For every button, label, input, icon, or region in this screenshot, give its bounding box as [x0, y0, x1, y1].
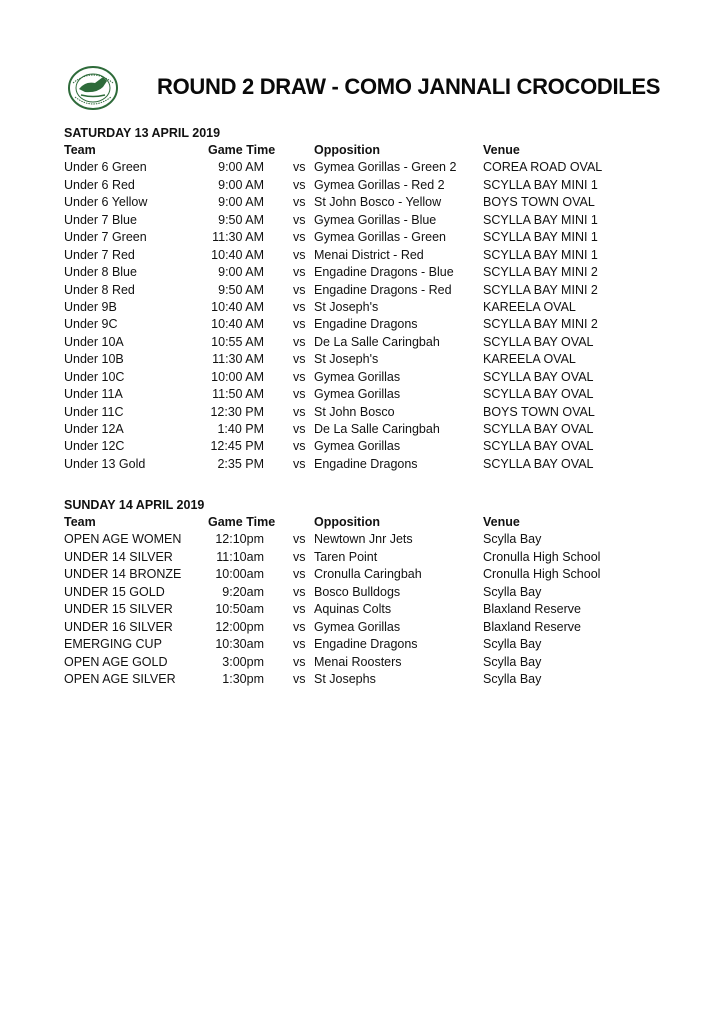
header-team: Team [64, 143, 96, 157]
vs-cell: vs [293, 456, 306, 471]
saturday-rows [64, 159, 624, 473]
team-cell: OPEN AGE SILVER [64, 671, 176, 686]
vs-cell: vs [293, 334, 306, 349]
table-row [64, 247, 624, 264]
venue-cell: SCYLLA BAY OVAL [483, 387, 594, 402]
team-cell: Under 11A [64, 387, 123, 402]
team-cell: Under 10C [64, 369, 125, 384]
table-row [64, 619, 624, 636]
vs-cell: vs [293, 369, 306, 384]
vs-cell: vs [293, 567, 306, 582]
opposition-cell: St Josephs [314, 671, 376, 686]
time-cell: 10:50am [215, 602, 264, 617]
vs-cell: vs [293, 352, 306, 367]
section-heading: SATURDAY 13 APRIL 2019 [64, 126, 221, 140]
vs-cell: vs [293, 177, 306, 192]
header-opposition: Opposition [314, 515, 380, 529]
time-cell: 10:40 AM [211, 299, 264, 314]
table-row [64, 531, 624, 548]
table-row [64, 566, 624, 583]
team-cell: Under 10B [64, 352, 124, 367]
time-cell: 1:40 PM [217, 422, 264, 436]
vs-cell: vs [293, 282, 306, 297]
time-cell: 12:00pm [215, 619, 264, 634]
table-row [64, 438, 624, 455]
column-headers [64, 142, 624, 159]
vs-cell: vs [293, 265, 306, 280]
team-cell: Under 12C [64, 439, 125, 454]
opposition-cell: Engadine Dragons [314, 456, 418, 471]
vs-cell: vs [293, 619, 306, 634]
opposition-cell: Engadine Dragons - Red [314, 282, 452, 297]
vs-cell: vs [293, 602, 306, 617]
table-row [64, 386, 624, 403]
header-venue: Venue [483, 143, 520, 157]
venue-cell: SCYLLA BAY MINI 2 [483, 317, 598, 332]
opposition-cell: Engadine Dragons [314, 637, 418, 652]
time-cell: 10:00am [215, 567, 264, 582]
table-row [64, 636, 624, 653]
vs-cell: vs [293, 387, 306, 402]
opposition-cell: Gymea Gorillas - Blue [314, 212, 437, 227]
vs-cell: vs [293, 637, 306, 652]
time-cell: 11:30 AM [212, 230, 264, 245]
opposition-cell: Gymea Gorillas [314, 439, 401, 454]
venue-cell: SCYLLA BAY MINI 1 [483, 212, 598, 227]
venue-cell: SCYLLA BAY MINI 2 [483, 282, 598, 297]
venue-cell: Scylla Bay [483, 584, 542, 599]
time-cell: 10:00 AM [211, 369, 264, 384]
opposition-cell: St John Bosco [314, 404, 395, 419]
venue-cell: KAREELA OVAL [483, 352, 576, 367]
time-cell: 12:45 PM [210, 439, 264, 454]
table-row [64, 282, 624, 299]
team-cell: Under 10A [64, 334, 124, 349]
team-cell: Under 8 Red [64, 282, 135, 297]
table-row [64, 456, 624, 473]
venue-cell: Blaxland Reserve [483, 602, 581, 617]
time-cell: 11:50 AM [212, 387, 264, 402]
team-cell: EMERGING CUP [64, 637, 162, 652]
header-venue: Venue [483, 515, 520, 529]
time-cell: 9:50 AM [218, 212, 264, 227]
opposition-cell: De La Salle Caringbah [314, 334, 440, 349]
vs-cell: vs [293, 549, 306, 564]
venue-cell: Scylla Bay [483, 654, 542, 669]
opposition-cell: Bosco Bulldogs [314, 584, 401, 599]
vs-cell: vs [293, 317, 306, 332]
opposition-cell: Engadine Dragons [314, 317, 418, 332]
sunday-rows [64, 531, 624, 688]
team-cell: OPEN AGE GOLD [64, 654, 168, 669]
venue-cell: SCYLLA BAY MINI 2 [483, 265, 598, 280]
time-cell: 11:30 AM [212, 352, 264, 367]
time-cell: 9:00 AM [218, 195, 264, 210]
time-cell: 9:00 AM [218, 265, 264, 280]
team-cell: Under 7 Red [64, 247, 135, 262]
team-cell: Under 6 Green [64, 160, 147, 175]
venue-cell: Scylla Bay [483, 637, 542, 652]
team-cell: Under 6 Red [64, 177, 135, 192]
time-cell: 3:00pm [222, 654, 264, 669]
column-headers [64, 514, 624, 531]
opposition-cell: Menai District - Red [314, 247, 424, 262]
team-cell: OPEN AGE WOMEN [64, 532, 182, 547]
venue-cell: SCYLLA BAY MINI 1 [483, 177, 598, 192]
table-row [64, 316, 624, 333]
opposition-cell: Gymea Gorillas [314, 619, 401, 634]
time-cell: 9:00 AM [218, 160, 264, 175]
opposition-cell: Gymea Gorillas [314, 387, 401, 402]
venue-cell: Scylla Bay [483, 671, 542, 686]
table-row [64, 421, 624, 438]
venue-cell: BOYS TOWN OVAL [483, 404, 595, 419]
opposition-cell: St John Bosco - Yellow [314, 195, 442, 210]
header-time: Game Time [208, 515, 276, 529]
opposition-cell: Cronulla Caringbah [314, 567, 422, 582]
time-cell: 10:40 AM [211, 247, 264, 262]
team-cell: UNDER 14 SILVER [64, 549, 173, 564]
time-cell: 1:30pm [222, 671, 264, 686]
vs-cell: vs [293, 654, 306, 669]
venue-cell: SCYLLA BAY MINI 1 [483, 247, 598, 262]
table-row [64, 264, 624, 281]
time-cell: 11:10am [216, 549, 264, 564]
venue-cell: SCYLLA BAY OVAL [483, 456, 594, 471]
time-cell: 12:30 PM [210, 404, 264, 419]
table-row [64, 584, 624, 601]
table-row [64, 194, 624, 211]
crocodile-crest-icon [67, 65, 119, 111]
time-cell: 2:35 PM [217, 456, 264, 471]
table-row [64, 334, 624, 351]
team-cell: Under 12A [64, 422, 124, 436]
header-opposition: Opposition [314, 143, 380, 157]
document-title: ROUND 2 DRAW - COMO JANNALI CROCODILES [157, 74, 661, 99]
time-cell: 12:10pm [215, 532, 264, 547]
venue-cell: BOYS TOWN OVAL [483, 195, 595, 210]
team-cell: Under 7 Green [64, 230, 147, 245]
vs-cell: vs [293, 160, 306, 175]
time-cell: 9:00 AM [218, 177, 264, 192]
vs-cell: vs [293, 195, 306, 210]
venue-cell: Cronulla High School [483, 567, 601, 582]
table-row [64, 159, 624, 176]
opposition-cell: Aquinas Colts [314, 602, 392, 617]
venue-cell: SCYLLA BAY OVAL [483, 439, 594, 454]
club-logo [67, 65, 119, 111]
team-cell: Under 9C [64, 317, 118, 332]
table-row [64, 549, 624, 566]
opposition-cell: De La Salle Caringbah [314, 422, 440, 436]
team-cell: Under 13 Gold [64, 456, 146, 471]
time-cell: 10:30am [215, 637, 264, 652]
section-heading: SUNDAY 14 APRIL 2019 [64, 498, 205, 512]
opposition-cell: Newtown Jnr Jets [314, 532, 413, 547]
header-time: Game Time [208, 143, 276, 157]
table-row [64, 299, 624, 316]
vs-cell: vs [293, 532, 306, 547]
vs-cell: vs [293, 671, 306, 686]
team-cell: UNDER 14 BRONZE [64, 567, 182, 582]
table-row [64, 369, 624, 386]
venue-cell: KAREELA OVAL [483, 299, 576, 314]
team-cell: UNDER 15 SILVER [64, 602, 173, 617]
opposition-cell: Menai Roosters [314, 654, 402, 669]
venue-cell: SCYLLA BAY OVAL [483, 334, 594, 349]
vs-cell: vs [293, 422, 306, 436]
time-cell: 10:40 AM [211, 317, 264, 332]
venue-cell: SCYLLA BAY OVAL [483, 369, 594, 384]
vs-cell: vs [293, 247, 306, 262]
table-row [64, 671, 624, 688]
team-cell: UNDER 16 SILVER [64, 619, 173, 634]
time-cell: 10:55 AM [211, 334, 264, 349]
table-row [64, 404, 624, 421]
table-row [64, 654, 624, 671]
opposition-cell: Gymea Gorillas - Green [314, 230, 446, 245]
team-cell: UNDER 15 GOLD [64, 584, 165, 599]
opposition-cell: Gymea Gorillas [314, 369, 401, 384]
table-row [64, 177, 624, 194]
venue-cell: Blaxland Reserve [483, 619, 581, 634]
venue-cell: SCYLLA BAY MINI 1 [483, 230, 598, 245]
vs-cell: vs [293, 404, 306, 419]
opposition-cell: Gymea Gorillas - Red 2 [314, 177, 445, 192]
team-cell: Under 11C [64, 404, 124, 419]
opposition-cell: Engadine Dragons - Blue [314, 265, 454, 280]
opposition-cell: Gymea Gorillas - Green 2 [314, 160, 457, 175]
header-team: Team [64, 515, 96, 529]
venue-cell: SCYLLA BAY OVAL [483, 422, 594, 436]
vs-cell: vs [293, 230, 306, 245]
opposition-cell: Taren Point [314, 549, 378, 564]
venue-cell: Cronulla High School [483, 549, 601, 564]
vs-cell: vs [293, 584, 306, 599]
team-cell: Under 8 Blue [64, 265, 137, 280]
vs-cell: vs [293, 212, 306, 227]
table-row [64, 601, 624, 618]
opposition-cell: St Joseph's [314, 299, 379, 314]
vs-cell: vs [293, 439, 306, 454]
opposition-cell: St Joseph's [314, 352, 379, 367]
venue-cell: Scylla Bay [483, 532, 542, 547]
table-row [64, 229, 624, 246]
team-cell: Under 9B [64, 299, 117, 314]
venue-cell: COREA ROAD OVAL [483, 160, 603, 175]
team-cell: Under 6 Yellow [64, 195, 148, 210]
team-cell: Under 7 Blue [64, 212, 137, 227]
saturday-section [64, 124, 624, 473]
table-row [64, 212, 624, 229]
sunday-section [64, 496, 624, 688]
time-cell: 9:20am [222, 584, 264, 599]
vs-cell: vs [293, 299, 306, 314]
table-row [64, 351, 624, 368]
time-cell: 9:50 AM [218, 282, 264, 297]
